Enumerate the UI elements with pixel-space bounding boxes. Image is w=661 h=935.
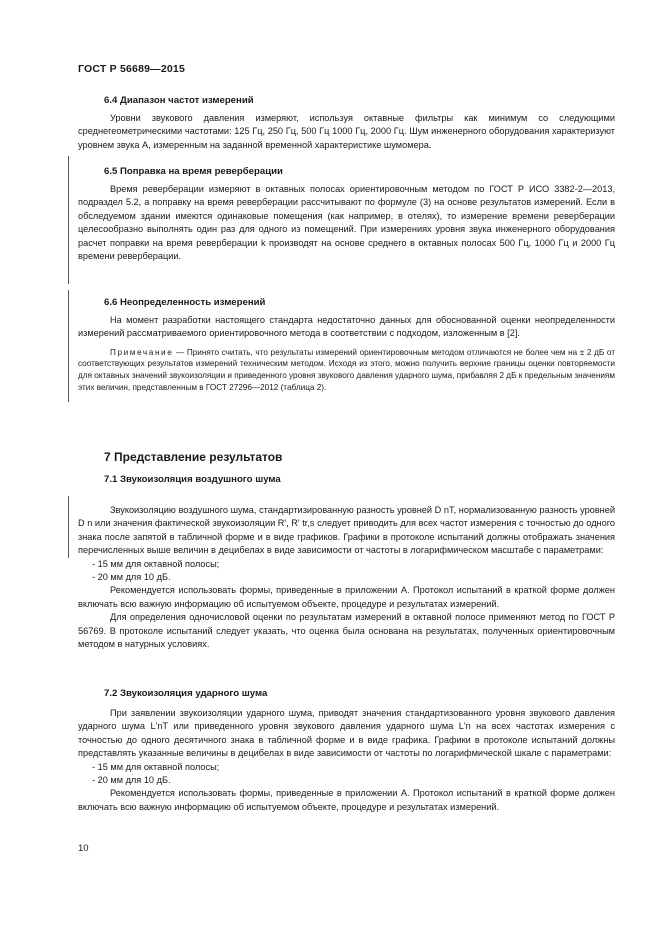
section-7-2-text: При заявлении звукоизоляции ударного шума, приводят значения стандартизованного уровня звукового давления ударного шума L'nT или приведенного уровня звукового давления ударного шума L'n на всех частотах измерения с точностью до одного десятичного знака в табличной форме и в виде графика. Графики в протоколе испытаний должны представлять указанные величины в децибелах в виде зависимости от частоты по логарифмической шкале с параметрами:	[78, 708, 615, 759]
section-7-2	[78, 688, 615, 814]
section-7-1-body	[78, 504, 615, 651]
section-7-heading: 7 Представление результатов	[104, 450, 283, 464]
section-7-1-text-3: Для определения одночисловой оценки по результатам измерений в октавной полосе применяют метод по ГОСТ Р 56769. В протоколе испытаний следует указать, что оценка была основана на результатах, полученных ориентировочным методом в натурных условиях.	[78, 612, 615, 650]
section-6-4	[78, 95, 615, 152]
list-item: - 15 мм для октавной полосы;	[92, 558, 220, 569]
note-label: Примечание	[110, 347, 174, 357]
section-6-6	[78, 297, 615, 393]
section-6-4-heading: 6.4 Диапазон частот измерений	[104, 95, 254, 106]
section-7-1-text: Звукоизоляцию воздушного шума, стандартизированную разность уровней D nT, нормализованную разность уровней D n или значения фактической звукоизоляции R', R' tr,s следует приводить для всех частот измерения с точностью до одного знака после запятой в табличной форме и в виде графиков. Графики в протоколе испытаний должны отображать значения перечисленных выше величин в децибелах в виде зависимости от частоты в логарифмическом масштабе с параметрами:	[78, 505, 615, 556]
section-7-1-text-2: Рекомендуется использовать формы, приведенные в приложении А. Протокол испытаний в краткой форме должен включать всю важную информацию об испытуемом объекте, процедуре и результатах измерений.	[78, 585, 615, 609]
section-6-6-heading: 6.6 Неопределенность измерений	[104, 297, 266, 308]
section-6-5-text: Время реверберации измеряют в октавных полосах ориентировочным методом по ГОСТ Р ИСО 3382-2—2013, подраздел 5.2, а поправку на время реверберации рассчитывают по формуле (3) на основе результатов измерений. Если в обследуемом здании имеются одинаковые помещения (как например, в отелях), то измерение времени реверберации целесообразно выполнять один раз для одного из помещений. При измерениях уровня звука инженерного оборудования расчет поправки на время реверберации k производят на основе среднего в октавных полосах 500 Гц, 1000 Гц и 2000 Гц времени реверберации.	[78, 184, 615, 262]
section-7-1-heading: 7.1 Звукоизоляция воздушного шума	[104, 474, 281, 485]
section-6-6-text: На момент разработки настоящего стандарта недостаточно данных для обоснованной оценки неопределенности измерений рассматриваемого ориентировочного метода в соответствии с подходом, изложенным в [2].	[78, 315, 615, 339]
note	[78, 347, 615, 393]
section-7-1	[78, 474, 615, 485]
change-bar	[68, 156, 69, 284]
document-header: ГОСТ Р 56689—2015	[78, 63, 186, 75]
section-6-5-heading: 6.5 Поправка на время реверберации	[104, 166, 283, 177]
page-number: 10	[78, 843, 89, 854]
list-item: - 15 мм для октавной полосы;	[92, 761, 220, 772]
list-item: - 20 мм для 10 дБ.	[92, 572, 171, 583]
section-7-2-heading: 7.2 Звукоизоляция ударного шума	[104, 688, 268, 699]
list-item: - 20 мм для 10 дБ.	[92, 775, 171, 786]
change-bar	[68, 290, 69, 402]
section-6-4-text: Уровни звукового давления измеряют, используя октавные фильтры как минимум со следующими среднегеометрическими частотами: 125 Гц, 250 Гц, 500 Гц 1000 Гц, 2000 Гц. Шум инженерного оборудования характеризуют уровнем звука A, измеренным на заданной временной характеристике шумомера.	[78, 113, 615, 150]
note-text: — Принято считать, что результаты измерений ориентировочным методом отличаются не более чем на ± 2 дБ от соответствующих результатов измерений техническим методом. Исходя из этого, можно получить верхние границы оценки повторяемости для октавных значений звукоизоляции и приведенного уровня звукового давления ударного шума, прибавляя 2 дБ к предельным значениям этих величин, представленным в ГОСТ 27296—2012 (таблица 2).	[78, 347, 615, 392]
section-7-2-text-2: Рекомендуется использовать формы, приведенные в приложении А. Протокол испытаний в краткой форме должен включать всю важную информацию об испытуемом объекте, процедуре и результатах измерений.	[78, 788, 615, 812]
section-6-5	[78, 166, 615, 263]
change-bar	[68, 496, 69, 558]
